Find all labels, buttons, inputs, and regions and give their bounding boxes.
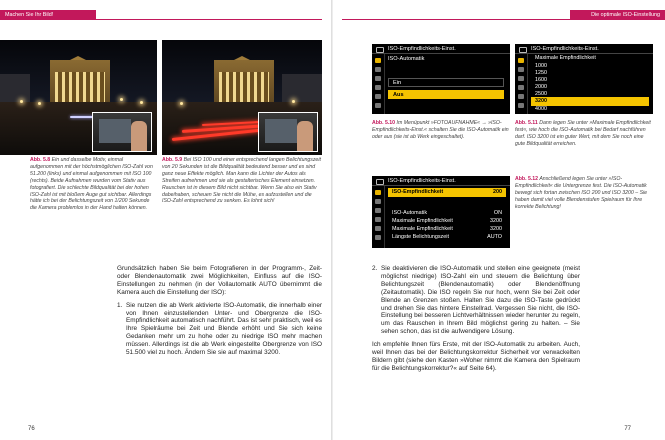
- row-label: ISO-Automatik: [392, 210, 428, 216]
- camera-menu-max-empfindlichkeit: [515, 44, 653, 114]
- caption-label: Abb. 5.9: [162, 157, 183, 163]
- iso-value-option[interactable]: 4000: [535, 106, 547, 112]
- menu-tab-icons: [515, 54, 528, 114]
- caption-label: Abb. 5.10: [372, 120, 396, 126]
- menu-subtitle: Maximale Empfindlichkeit: [535, 55, 596, 61]
- row-label: Maximale Empfindlichkeit: [392, 218, 453, 224]
- row-value: AUTO: [487, 234, 502, 240]
- photo-inset-camera: [258, 112, 318, 152]
- intro-paragraph: Grundsätzlich haben Sie beim Fotografieren in der Programm-, Zeit- oder Blendenautomatik zwei Möglichkeiten, Einfluss auf die ISO-Einstellungen zu nehmen (in der Vollautomatik AUTO übernimmt die Kamera auch die Einstellung der ISO):: [117, 265, 322, 296]
- row-label: Längste Belichtungszeit: [392, 234, 449, 240]
- photo-low-iso: [162, 40, 322, 155]
- menu-row-laengste-belichtungszeit[interactable]: [388, 233, 506, 242]
- caption-label: Abb. 5.8: [30, 157, 51, 163]
- menu-row-iso-empfindlichkeit[interactable]: [388, 188, 506, 197]
- photo-inset-camera: [92, 112, 152, 152]
- caption-fig-5-8: [30, 157, 155, 212]
- row-label: Maximale Empfindlichkeit: [392, 226, 453, 232]
- left-page-number: 76: [28, 426, 35, 432]
- right-header-rule: [342, 19, 570, 20]
- caption-fig-5-11: [515, 120, 655, 148]
- caption-fig-5-12: [515, 176, 655, 211]
- right-page-number: 77: [624, 426, 631, 432]
- iso-value-option[interactable]: 1250: [535, 70, 547, 76]
- caption-text: Dann legen Sie unter »Maximale Empfindlichkeit fest«, wie hoch die ISO-Automatik bei Bedarf nachführen darf. ISO 3200 ist ein guter Wert, mit dem Sie noch eine gute Bildqualität erreichen.: [515, 120, 651, 147]
- list-text: Sie nutzen die ab Werk aktivierte ISO-Automatik, die innerhalb einer von Ihnen einzustellenden Unter- und Obergrenze die ISO-Empfindlichkeit automatisch nachführt. Das ist sehr praktisch, weil es Ihre Spielräume bei Zeit und Blende erhöht und Sie sich keine Gedanken mehr um zu hohe oder zu niedrige ISO mehr machen müssen. Allerdings ist die ab Werk eingestellte Obergrenze von ISO 51.500 viel zu hoch. Ändern Sie sie auf maximal 3200.: [126, 301, 322, 357]
- iso-value-option[interactable]: 1000: [535, 63, 547, 69]
- recommendation-paragraph: Ich empfehle Ihnen fürs Erste, mit der ISO-Automatik zu arbeiten. Auch, weil Ihnen das bei der Belichtungskorrektur Sicherheit vor verwackelten Bildern gibt (siehe den Kasten »Woher nimmt die Kamera den Spielraum für die Belichtungskorrektur?« auf Seite 64).: [372, 341, 580, 372]
- menu-title: ISO-Empfindlichkeits-Einst.: [372, 44, 510, 54]
- left-body-text: [117, 265, 322, 357]
- camera-menu-iso-automatik: [372, 44, 510, 114]
- caption-fig-5-10: [372, 120, 512, 141]
- caption-text: Ein und dasselbe Motiv, einmal aufgenommen mit der höchstmöglichen ISO-Zahl von 51.200 (links) und einmal aufgenommen mit ISO 100 (rechts). Beide Aufnahmen wurden vom Stativ aus fotografiert. Die schlechte Bildqualität bei der hohen ISO-Zahl ist mit bloßem Auge gut sichtbar. Allerdings hätte ich bei der Belichtungszeit von 1/200 Sekunde die Kamera problemlos in der Hand halten können.: [30, 157, 153, 212]
- photo-high-iso: [0, 40, 157, 155]
- row-value: 200: [493, 189, 502, 195]
- list-item: [372, 265, 580, 336]
- book-gutter: [331, 0, 333, 440]
- left-header-rule: [96, 19, 322, 20]
- menu-subtitle: ISO-Automatik: [388, 56, 425, 62]
- list-text: Sie deaktivieren die ISO-Automatik und stellen eine geeignete (meist möglichst niedrige) ISO-Zahl ein und steuern die Belichtung über Belichtungszeit (Blendenautomatik) oder Blendenöffnung (Zeitautomatik). Die ISO regeln Sie nur hoch, wenn Sie bei Zeit oder Blende an Grenzen stoßen. Halten Sie dazu die ISO-Taste gedrückt und drehen Sie das hintere Einstellrad. Vergessen Sie nicht, die ISO-Einstellung bei besseren Lichtverhältnissen wieder herunter zu regeln, um das Rauschen in Ihrem Bild möglichst gering zu halten. – Sie sehen schon, das ist die aufwendigere Lösung.: [381, 265, 580, 336]
- caption-label: Abb. 5.12: [515, 176, 539, 182]
- left-running-header: Machen Sie Ihr Bild!: [0, 10, 96, 20]
- camera-menu-iso-settings: [372, 176, 510, 248]
- iso-value-option[interactable]: 2000: [535, 84, 547, 90]
- row-value: 3200: [490, 226, 502, 232]
- iso-value-option-selected[interactable]: 3200: [531, 97, 649, 106]
- menu-title: ISO-Empfindlichkeits-Einst.: [515, 44, 653, 54]
- list-number: 1.: [117, 301, 123, 309]
- iso-value-option[interactable]: 1600: [535, 77, 547, 83]
- menu-option-aus[interactable]: Aus: [388, 90, 504, 99]
- list-number: 2.: [372, 265, 378, 272]
- caption-text: Bei ISO 100 und einer entsprechend langen Belichtungszeit von 20 Sekunden ist die Bildqualität bedeutend besser und es sind ganz neue Effekte möglich. Man kann die Lichter der Autos als Streifen aufnehmen und sie als gestalterisches Element einsetzen. Rauschen ist in diesem Bild nicht sichtbar. Wenn Sie also ein Stativ dabeihaben, scheuen Sie nicht die Mühe, es aufzustellen und die ISO-Zahl entsprechend zu senken. Es lohnt sich!: [162, 157, 321, 205]
- caption-label: Abb. 5.11: [515, 120, 538, 126]
- iso-value-option[interactable]: 2500: [535, 91, 547, 97]
- caption-text: Im Menüpunkt »FOTOAUFNAHME« → »ISO-Empfindlichkeits-Einst.« schalten Sie die ISO-Automatik ein oder aus (sie ist ab Werk eingeschaltet).: [372, 120, 509, 140]
- list-item: [117, 302, 322, 357]
- menu-tab-icons: [372, 186, 385, 248]
- caption-fig-5-9: [162, 157, 322, 205]
- right-running-header: Die optimale ISO-Einstellung: [570, 10, 665, 20]
- menu-option-ein[interactable]: Ein: [388, 78, 504, 87]
- menu-tab-icons: [372, 54, 385, 114]
- row-value: ON: [493, 210, 502, 216]
- menu-title: ISO-Empfindlichkeits-Einst.: [372, 176, 510, 186]
- caption-text: Anschließend legen Sie unter »ISO-Empfindlichkeit« die Untergrenze fest. Die ISO-Automatik bewegt sich fortan zwischen ISO 200 und ISO 3200 – Sie haben damit viel volle Blendenstufen Spielraum für Ihre korrekte Belichtung!: [515, 176, 648, 210]
- right-body-text: [372, 265, 580, 378]
- row-label: ISO-Empfindlichkeit: [392, 189, 444, 195]
- row-value: 3200: [490, 218, 502, 224]
